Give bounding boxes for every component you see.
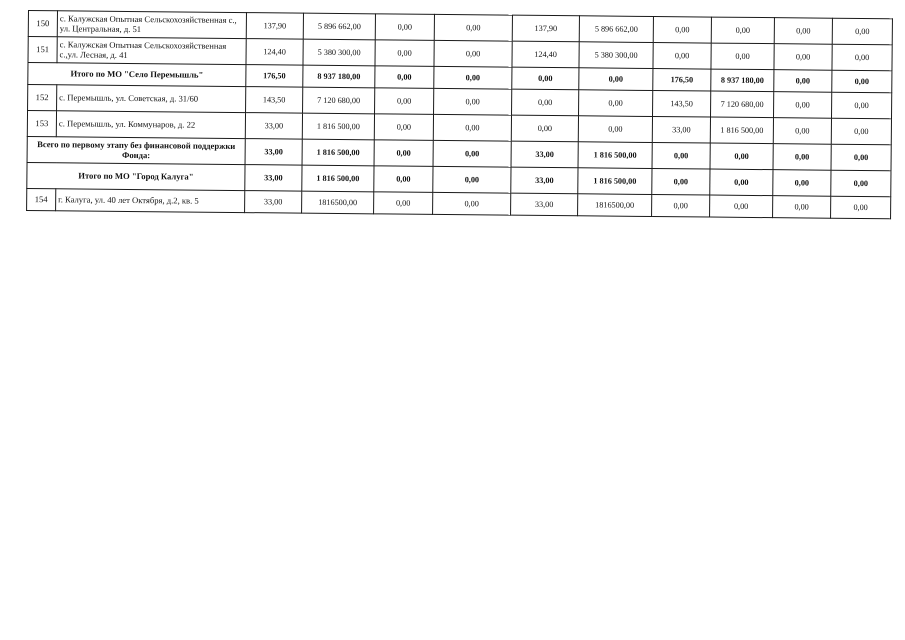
value-cell: 1 816 500,00 [578,142,652,169]
total-label-cell: Итого по МО "Город Калуга" [27,162,245,190]
value-cell: 0,00 [512,67,579,90]
value-cell: 0,00 [773,118,831,145]
address-cell: с. Перемышль, ул. Коммунаров, д. 22 [56,111,245,139]
address-cell: с. Калужская Опытная Сельскохозяйственная с.,ул. Лесная, д. 41 [57,37,246,65]
value-cell: 124,40 [246,39,303,66]
value-cell: 0,00 [773,144,831,171]
value-cell: 0,00 [710,195,773,218]
row-number-cell: 152 [28,85,57,111]
value-cell: 33,00 [511,193,578,216]
value-cell: 1816500,00 [578,194,652,217]
value-cell: 0,00 [831,144,891,171]
value-cell: 1 816 500,00 [578,168,652,195]
value-cell: 124,40 [512,41,579,68]
value-cell: 0,00 [375,40,434,67]
value-cell: 0,00 [375,14,434,41]
value-cell: 0,00 [831,196,891,219]
value-cell: 0,00 [433,192,511,215]
value-cell: 0,00 [433,166,511,193]
value-cell: 0,00 [774,70,832,93]
value-cell: 0,00 [831,118,891,145]
value-cell: 143,50 [246,87,303,114]
value-cell: 0,00 [433,140,511,167]
value-cell: 0,00 [832,18,892,45]
value-cell: 0,00 [774,92,832,119]
value-cell: 0,00 [434,40,512,67]
value-cell: 0,00 [652,168,710,195]
value-cell: 0,00 [579,90,653,117]
value-cell: 1 816 500,00 [302,113,374,140]
value-cell: 0,00 [832,70,892,93]
total-label-cell: Итого по МО "Село Перемышль" [28,63,246,87]
row-number-cell: 151 [28,37,57,63]
row-number-cell: 154 [27,188,56,210]
value-cell: 1 816 500,00 [302,139,374,166]
table-body [27,11,893,219]
value-cell: 33,00 [245,113,302,140]
value-cell: 0,00 [375,66,434,89]
value-cell: 5 896 662,00 [579,16,653,43]
housing-program-table [26,10,893,219]
row-number-cell: 150 [28,11,57,37]
value-cell: 7 120 680,00 [711,91,774,118]
value-cell: 0,00 [511,115,578,142]
value-cell: 0,00 [710,143,773,170]
value-cell: 0,00 [374,192,433,215]
address-cell: с. Калужская Опытная Сельскохозяйственная с., ул. Центральная, д. 51 [57,11,246,39]
value-cell: 143,50 [653,91,711,118]
value-cell: 5 896 662,00 [303,13,375,40]
value-cell: 0,00 [374,166,433,193]
value-cell: 0,00 [579,68,653,91]
value-cell: 176,50 [653,69,711,92]
value-cell: 8 937 180,00 [303,65,375,88]
value-cell: 0,00 [374,114,433,141]
value-cell: 0,00 [711,17,774,44]
row-number-cell: 153 [27,111,56,137]
value-cell: 33,00 [511,167,578,194]
value-cell: 0,00 [653,43,711,70]
value-cell: 0,00 [433,114,511,141]
value-cell: 0,00 [434,14,512,41]
value-cell: 33,00 [652,116,710,143]
value-cell: 0,00 [774,18,832,45]
value-cell: 0,00 [375,88,434,115]
value-cell: 137,90 [246,13,303,40]
value-cell: 0,00 [831,170,891,197]
address-cell: г. Калуга, ул. 40 лет Октября, д.2, кв. 5 [56,189,245,213]
value-cell: 33,00 [245,139,302,166]
value-cell: 0,00 [374,140,433,167]
value-cell: 0,00 [773,170,831,197]
value-cell: 0,00 [831,92,891,119]
value-cell: 1 816 500,00 [710,117,773,144]
address-cell: с. Перемышль, ул. Советская, д. 31/60 [57,85,246,113]
value-cell: 1 816 500,00 [302,165,374,192]
value-cell: 33,00 [245,191,302,214]
value-cell: 0,00 [512,89,579,116]
value-cell: 0,00 [653,17,711,44]
value-cell: 5 380 300,00 [579,42,653,69]
total-label-cell: Всего по первому этапу без финансовой поддержки Фонда: [27,136,245,164]
value-cell: 0,00 [652,142,710,169]
value-cell: 8 937 180,00 [711,69,774,92]
value-cell: 0,00 [773,196,831,219]
value-cell: 0,00 [710,169,773,196]
value-cell: 0,00 [434,88,512,115]
value-cell: 7 120 680,00 [303,87,375,114]
value-cell: 0,00 [711,43,774,70]
value-cell: 0,00 [774,44,832,71]
value-cell: 0,00 [578,116,652,143]
scanned-document-page [26,10,893,219]
value-cell: 0,00 [652,194,710,217]
value-cell: 0,00 [434,66,512,89]
value-cell: 33,00 [245,165,302,192]
value-cell: 1816500,00 [302,191,374,214]
value-cell: 137,90 [512,15,579,42]
value-cell: 176,50 [246,65,303,88]
value-cell: 33,00 [511,141,578,168]
value-cell: 5 380 300,00 [303,39,375,66]
value-cell: 0,00 [832,44,892,71]
